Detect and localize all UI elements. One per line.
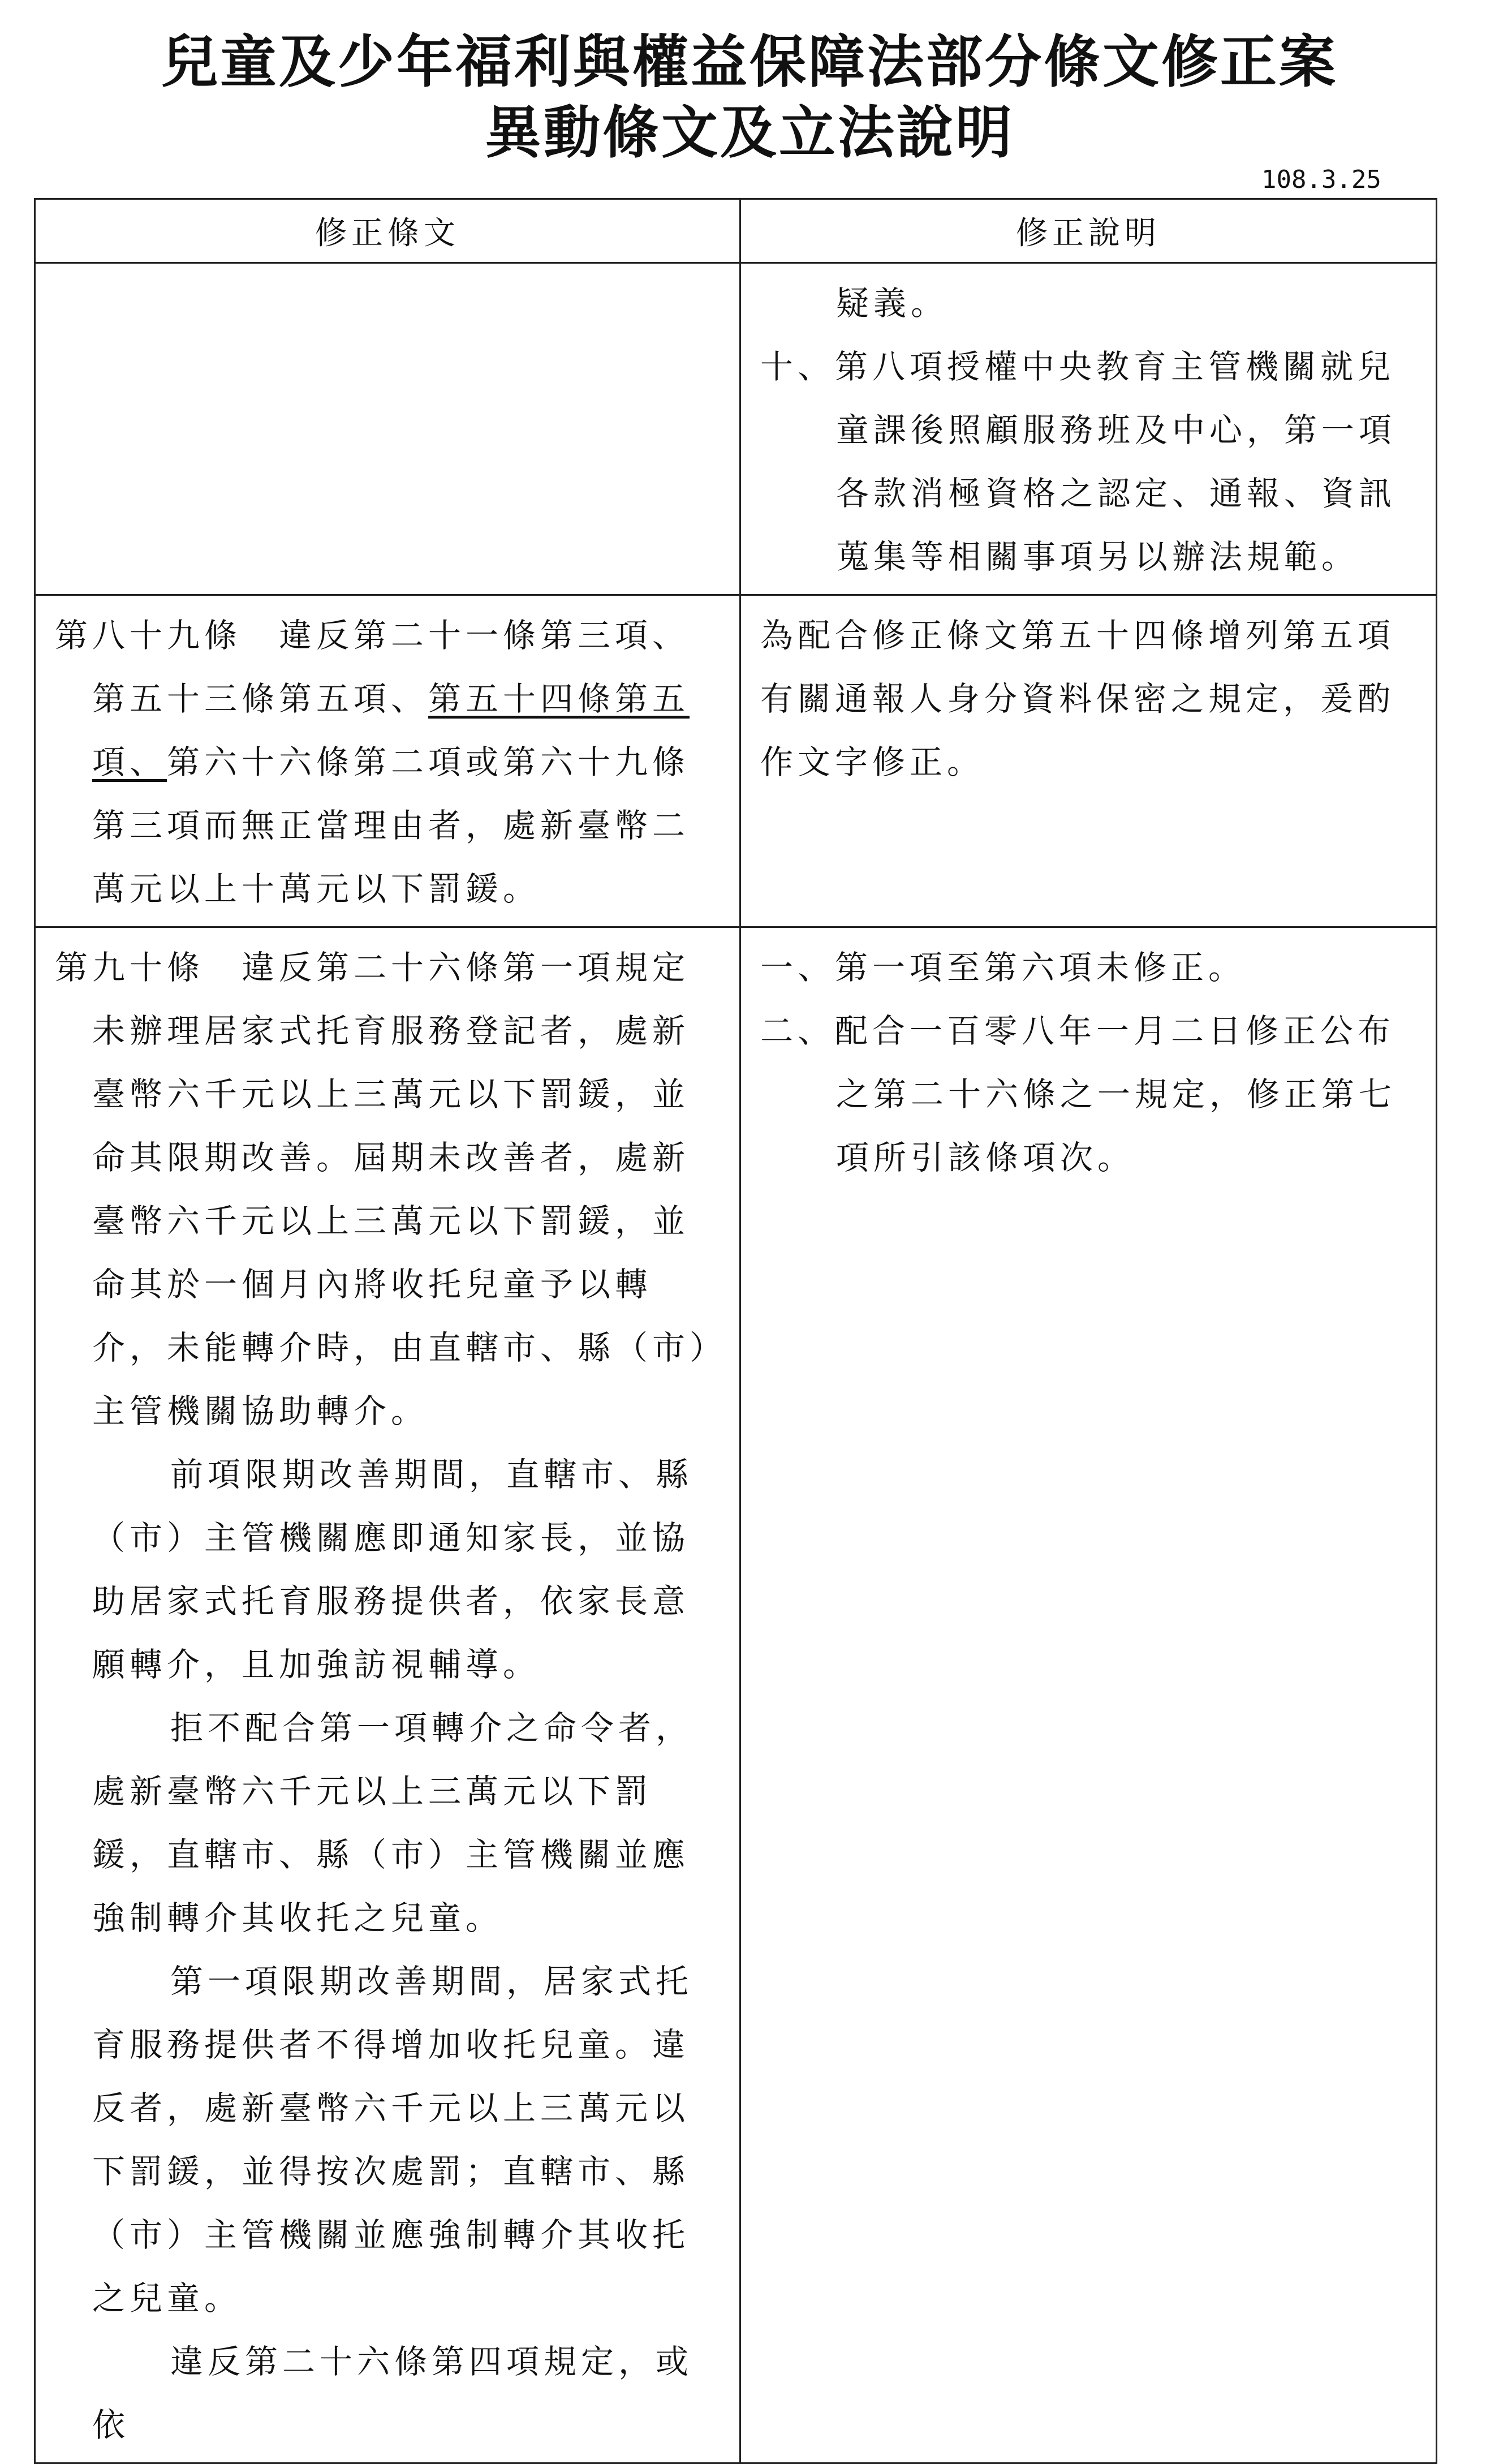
right-cell	[740, 927, 1437, 2463]
document-date: 108.3.25	[1261, 165, 1381, 194]
left-cell	[35, 595, 740, 927]
article-90-paragraph-1: 第九十條 違反第二十六條第一項規定未辦理居家式托育服務登記者，處新臺幣六千元以上三萬元以下罰鍰，並命其限期改善。屆期未改善者，處新臺幣六千元以上三萬元以下罰鍰，並命其於一個月內將收托兒童予以轉介，未能轉介時，由直轄市、縣（市）主管機關協助轉介。	[55, 948, 711, 1430]
table-row	[35, 263, 1437, 595]
explanation-item: 一、第一項至第六項未修正。	[760, 948, 1246, 987]
explanation-paragraph: 為配合修正條文第五十四條增列第五項有關通報人身分資料保密之規定，爰酌作文字修正。	[760, 616, 1395, 781]
article-89-text	[55, 604, 720, 921]
article-89-text-part-b: 第六十六條第二項或第六十九條第三項而無正當理由者，處新臺幣二萬元以上十萬元以下罰鍰。	[92, 743, 690, 908]
amended-underlined-text: 第五十四條第五項、	[92, 680, 690, 781]
left-cell-empty	[35, 263, 740, 595]
left-cell	[35, 927, 740, 2463]
column-header-amended-article: 修正條文	[35, 199, 740, 263]
table-row	[35, 927, 1437, 2463]
explanation-item: 二、配合一百零八年一月二日修正公布之第二十六條之一規定，修正第七項所引該條項次。	[760, 1012, 1397, 1177]
right-cell	[740, 263, 1437, 595]
article-89-text-part-a: 第八十九條 違反第二十一條第三項、第五十三條第五項、	[55, 616, 690, 718]
article-90-paragraph-5: 違反第二十六條第四項規定，或依	[92, 2342, 693, 2444]
article-90-paragraph-4: 第一項限期改善期間，居家式托育服務提供者不得增加收托兒童。違反者，處新臺幣六千元以上三萬元以下罰鍰，並得按次處罰；直轄市、縣（市）主管機關並應強制轉介其收托之兒童。	[92, 1962, 693, 2317]
explanation-paragraph: 疑義。	[836, 284, 949, 322]
table-header-row	[35, 199, 1437, 263]
right-cell	[740, 595, 1437, 927]
article-90-paragraph-2: 前項限期改善期間，直轄市、縣（市）主管機關應即通知家長，並協助居家式托育服務提供者，依家長意願轉介，且加強訪視輔導。	[92, 1455, 693, 1684]
table-row	[35, 595, 1437, 927]
explanation-item: 十、第八項授權中央教育主管機關就兒童課後照顧服務班及中心，第一項各款消極資格之認定、通報、資訊蒐集等相關事項另以辦法規範。	[760, 347, 1397, 576]
document-title: 兒童及少年福利與權益保障法部分條文修正案	[161, 29, 1338, 95]
amendment-table	[34, 198, 1437, 2464]
column-header-explanation: 修正說明	[740, 199, 1437, 263]
document-subtitle: 異動條文及立法說明	[485, 100, 1014, 166]
article-90-paragraph-3: 拒不配合第一項轉介之命令者，處新臺幣六千元以上三萬元以下罰鍰，直轄市、縣（市）主管機關並應強制轉介其收托之兒童。	[92, 1709, 693, 1937]
